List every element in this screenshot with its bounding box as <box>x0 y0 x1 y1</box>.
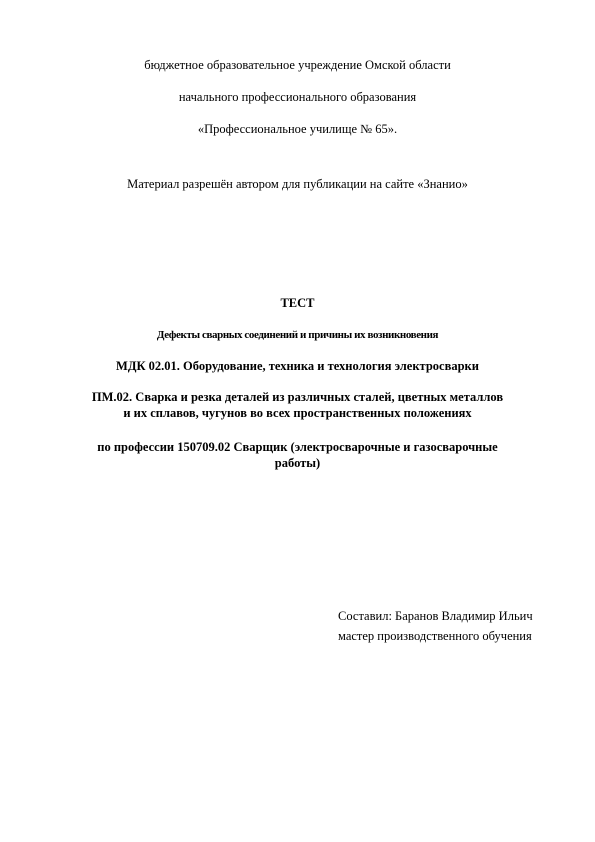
document-heading: ТЕСТ <box>280 296 315 310</box>
institution-line-2: начального профессионального образования <box>178 90 417 104</box>
institution-line-3: «Профессиональное училище № 65». <box>197 122 398 136</box>
author-position: мастер производственного обучения <box>338 629 532 643</box>
author-name: Составил: Баранов Владимир Ильич <box>338 609 533 623</box>
test-topic: Дефекты сварных соединений и причины их возникновения <box>156 329 439 341</box>
profession-line-1: по профессии 150709.02 Сварщик (электросварочные и газосварочные <box>97 440 498 454</box>
profession-line-2: работы) <box>274 456 321 470</box>
institution-line-1: бюджетное образовательное учреждение Омской области <box>144 58 451 72</box>
mdk-title: МДК 02.01. Оборудование, техника и технология электросварки <box>116 359 479 373</box>
pm-title-line-2: и их сплавов, чугунов во всех пространственных положениях <box>123 406 472 420</box>
pm-title-line-1: ПМ.02. Сварка и резка деталей из различных сталей, цветных металлов <box>91 390 504 404</box>
publication-permission: Материал разрешён автором для публикации на сайте «Знанио» <box>127 177 468 191</box>
